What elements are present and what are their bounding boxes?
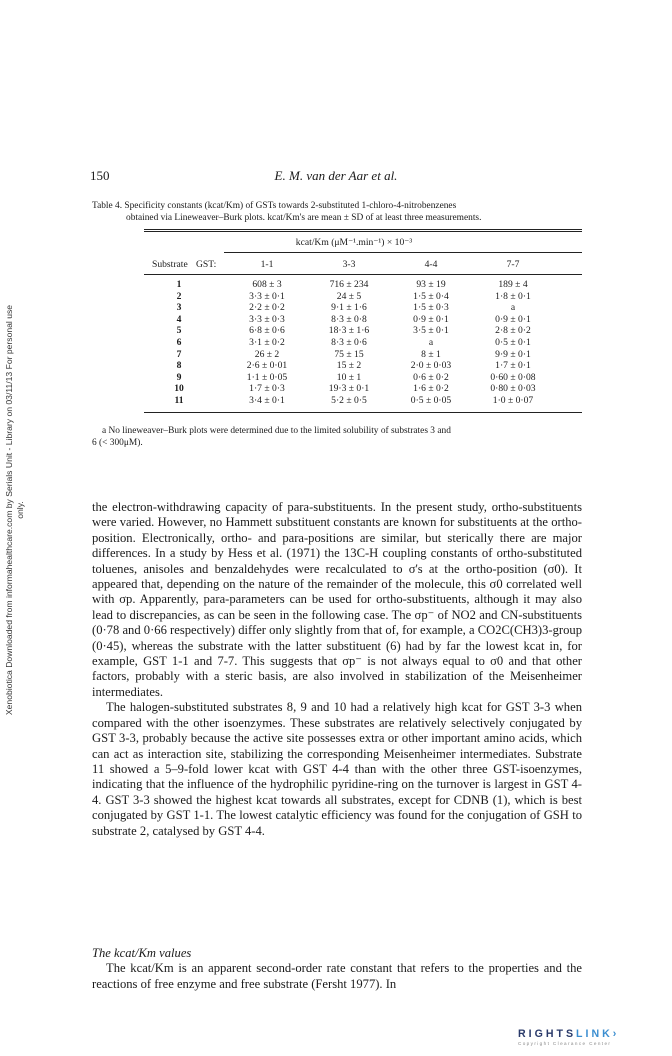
table-bottom-rule <box>144 412 582 413</box>
value-cell: 15 ± 2 <box>336 360 362 372</box>
body-paragraph: the electron-withdrawing capacity of para-substituents. In the present study, ortho-substituents were varied. However, no Hammett substituent constants are known for substituents at the ortho-position. Electronically, ortho- and para-positions are similar, but sterically there are major differences. In a study by Hess et al. (1971) the 13C-H coupling constants of ortho-substituted toluenes, anisoles and benzaldehydes were recalculated to σ's at the ortho-position (σ0). It appeared that, depending on the nature of the remainder of the molecule, this σ0 correlated well with σp. Apparently, para-parameters can be used for ortho-substituents, although it may also lead to discrepancies, as can be seen in the following case. The σp⁻ of NO2 and CN-substituents (0·78 and 0·66 respectively) differ only slightly from that of, for example, a CO2C(CH3)3-group (0·45), whereas the substrate with the latter substituent (6) had by far the lowest kcat in, for example, GST 1-1 and 7-7. This suggests that σp⁻ is not always equal to σ0 and that other factors, probably with a steric basis, are also involved in stabilization of the Meisenheimer intermediates. <box>92 500 582 699</box>
value-cell: 189 ± 4 <box>498 279 528 290</box>
value-cell: 19·3 ± 0·1 <box>328 383 370 395</box>
value-cell: 18·3 ± 1·6 <box>328 325 370 337</box>
spacer-cell <box>214 349 226 361</box>
units-label: kcat/Km (μM⁻¹.min⁻¹) × 10⁻³ <box>295 237 413 248</box>
table-caption-line1: Table 4. Specificity constants (kcat/Km) of GSTs towards 2-substituted 1-chloro-4-nitrobenzenes <box>92 201 457 211</box>
value-cell: 2·8 ± 0·2 <box>495 325 531 337</box>
rightslink-subtitle: Copyright Clearance Center <box>518 1041 612 1046</box>
table-footnote <box>92 425 580 449</box>
value-cell: 2·2 ± 0·2 <box>249 302 285 314</box>
value-cell: 2·6 ± 0·01 <box>246 360 288 372</box>
section-heading: The kcat/Km values <box>92 946 192 960</box>
spacer-cell <box>214 395 226 407</box>
value-cell: 0·5 ± 0·1 <box>495 336 531 348</box>
value-cell: 1·6 ± 0·2 <box>413 383 449 395</box>
value-cell: 24 ± 5 <box>336 290 362 302</box>
table-row <box>144 360 582 372</box>
value-cell: 1·8 ± 0·1 <box>495 290 531 302</box>
value-cell: 8 ± 1 <box>421 348 441 360</box>
value-cell: 10 ± 1 <box>336 371 362 383</box>
value-cell: 1·0 ± 0·07 <box>492 394 534 406</box>
substrate-cell: 11 <box>174 394 184 406</box>
value-cell: 0·60 ± 0·08 <box>490 371 536 383</box>
value-cell: 716 ± 234 <box>329 279 369 290</box>
section-paragraph: The kcat/Km is an apparent second-order rate constant that refers to the properties and the reactions of free enzyme and free substrate (Fersht 1977). In <box>92 961 582 991</box>
value-cell: 9·1 ± 1·6 <box>331 302 367 314</box>
chevron-right-icon: › <box>612 1028 620 1040</box>
spacer-cell <box>214 279 226 291</box>
value-cell: 0·9 ± 0·1 <box>413 313 449 325</box>
rightslink-logo <box>518 1028 634 1050</box>
table-row <box>144 337 582 349</box>
column-header: GST: <box>196 258 217 270</box>
value-cell: 0·5 ± 0·05 <box>410 394 452 406</box>
substrate-cell: 2 <box>176 290 182 302</box>
value-cell: 0·80 ± 0·03 <box>490 383 536 395</box>
column-header: 7-7 <box>506 258 520 270</box>
value-cell: 1·5 ± 0·3 <box>413 302 449 314</box>
value-cell: a <box>428 336 434 348</box>
value-cell: 1·7 ± 0·3 <box>249 383 285 395</box>
table-row <box>144 395 582 407</box>
spacer-cell <box>214 383 226 395</box>
substrate-cell: 7 <box>176 348 182 360</box>
table-row <box>144 349 582 361</box>
spacer-cell <box>214 337 226 349</box>
running-head: E. M. van der Aar et al. <box>274 168 398 183</box>
value-cell: 93 ± 19 <box>416 279 446 290</box>
substrate-cell: 4 <box>176 313 182 325</box>
table-row <box>144 372 582 384</box>
value-cell: a <box>510 302 516 314</box>
table-row <box>144 325 582 337</box>
value-cell: 3·3 ± 0·1 <box>249 290 285 302</box>
page-number: 150 <box>90 168 110 183</box>
table-caption <box>92 200 580 224</box>
table-row <box>144 383 582 395</box>
substrate-cell: 9 <box>176 371 182 383</box>
value-cell: 1·7 ± 0·1 <box>495 360 531 372</box>
value-cell: 3·5 ± 0·1 <box>413 325 449 337</box>
column-header: 4-4 <box>424 258 438 270</box>
value-cell: 75 ± 15 <box>334 348 364 360</box>
value-cell: 8·3 ± 0·6 <box>331 336 367 348</box>
value-cell: 8·3 ± 0·8 <box>331 313 367 325</box>
spacer-cell <box>214 372 226 384</box>
units-rule <box>224 252 582 253</box>
table-row <box>144 291 582 303</box>
value-cell: 1·1 ± 0·05 <box>246 371 288 383</box>
column-header: Substrate <box>152 258 188 270</box>
footnote-line1: a No lineweaver–Burk plots were determined due to the limited solubility of substrates 3 and <box>102 426 451 436</box>
table-header-row <box>144 254 582 274</box>
substrate-cell: 3 <box>176 302 182 314</box>
rightslink-word-a: RIGHTS <box>518 1028 577 1040</box>
table-row <box>144 279 582 291</box>
table-row <box>144 302 582 314</box>
value-cell: 1·5 ± 0·4 <box>413 290 449 302</box>
table-body <box>144 275 582 412</box>
substrate-cell: 10 <box>174 383 184 395</box>
table-row <box>144 314 582 326</box>
spacer-cell <box>214 360 226 372</box>
column-header: 3-3 <box>342 258 356 270</box>
value-cell: 0·6 ± 0·2 <box>413 371 449 383</box>
body-paragraph: The halogen-substituted substrates 8, 9 and 10 had a relatively high kcat for GST 3-3 when compared with the other isoenzymes. These substrates are relatively selectively conjugated by GST 3-3, probably because the active site possesses extra or other important amino acids, which can act as interaction site, stabilizing the corresponding Meisenheimer intermediates. Substrate 11 showed a 5–9-fold lower kcat with GST 4-4 than with the other three GST-isoenzymes, indicating that the influence of the hydrophilic pyridine-ring on the turnover is largest in GST 4-4. GST 3-3 showed the highest kcat towards all substrates, except for CDNB (1), which is best conjugated by GST 1-1. The lowest catalytic efficiency was found for the conjugation of GSH to substrate 2, catalysed by GST 4-4. <box>92 700 582 838</box>
units-row <box>144 232 582 252</box>
substrate-cell: 8 <box>176 360 182 372</box>
rightslink-word-b: LINK <box>576 1028 613 1040</box>
spacer-cell <box>214 291 226 303</box>
value-cell: 608 ± 3 <box>252 279 282 290</box>
substrate-cell: 5 <box>176 325 182 337</box>
download-notice <box>4 300 40 720</box>
table-caption-line2: obtained via Lineweaver–Burk plots. kcat/Km's are mean ± SD of at least three measurements. <box>126 213 482 223</box>
value-cell: 26 ± 2 <box>254 348 280 360</box>
column-header: 1-1 <box>260 258 274 270</box>
value-cell: 3·3 ± 0·3 <box>249 313 285 325</box>
page-header <box>90 168 582 186</box>
value-cell: 3·4 ± 0·1 <box>249 394 285 406</box>
value-cell: 5·2 ± 0·5 <box>331 394 367 406</box>
substrate-cell: 6 <box>176 336 182 348</box>
value-cell: 3·1 ± 0·2 <box>249 336 285 348</box>
data-table <box>144 229 582 413</box>
spacer-cell <box>214 314 226 326</box>
value-cell: 0·9 ± 0·1 <box>495 313 531 325</box>
substrate-cell: 1 <box>176 279 182 290</box>
section-kcat-km <box>92 946 582 992</box>
spacer-cell <box>214 302 226 314</box>
rightslink-wordmark <box>518 1028 634 1040</box>
spacer-cell <box>214 325 226 337</box>
value-cell: 9·9 ± 0·1 <box>495 348 531 360</box>
value-cell: 6·8 ± 0·6 <box>249 325 285 337</box>
download-notice-text: Xenobiotica Downloaded from informahealthcare.com by Serials Unit - Library on 03/11/13 For personal use only. <box>4 304 25 716</box>
value-cell: 2·0 ± 0·03 <box>410 360 452 372</box>
body-text <box>92 500 582 839</box>
footnote-line2: 6 (< 300μM). <box>92 438 143 448</box>
